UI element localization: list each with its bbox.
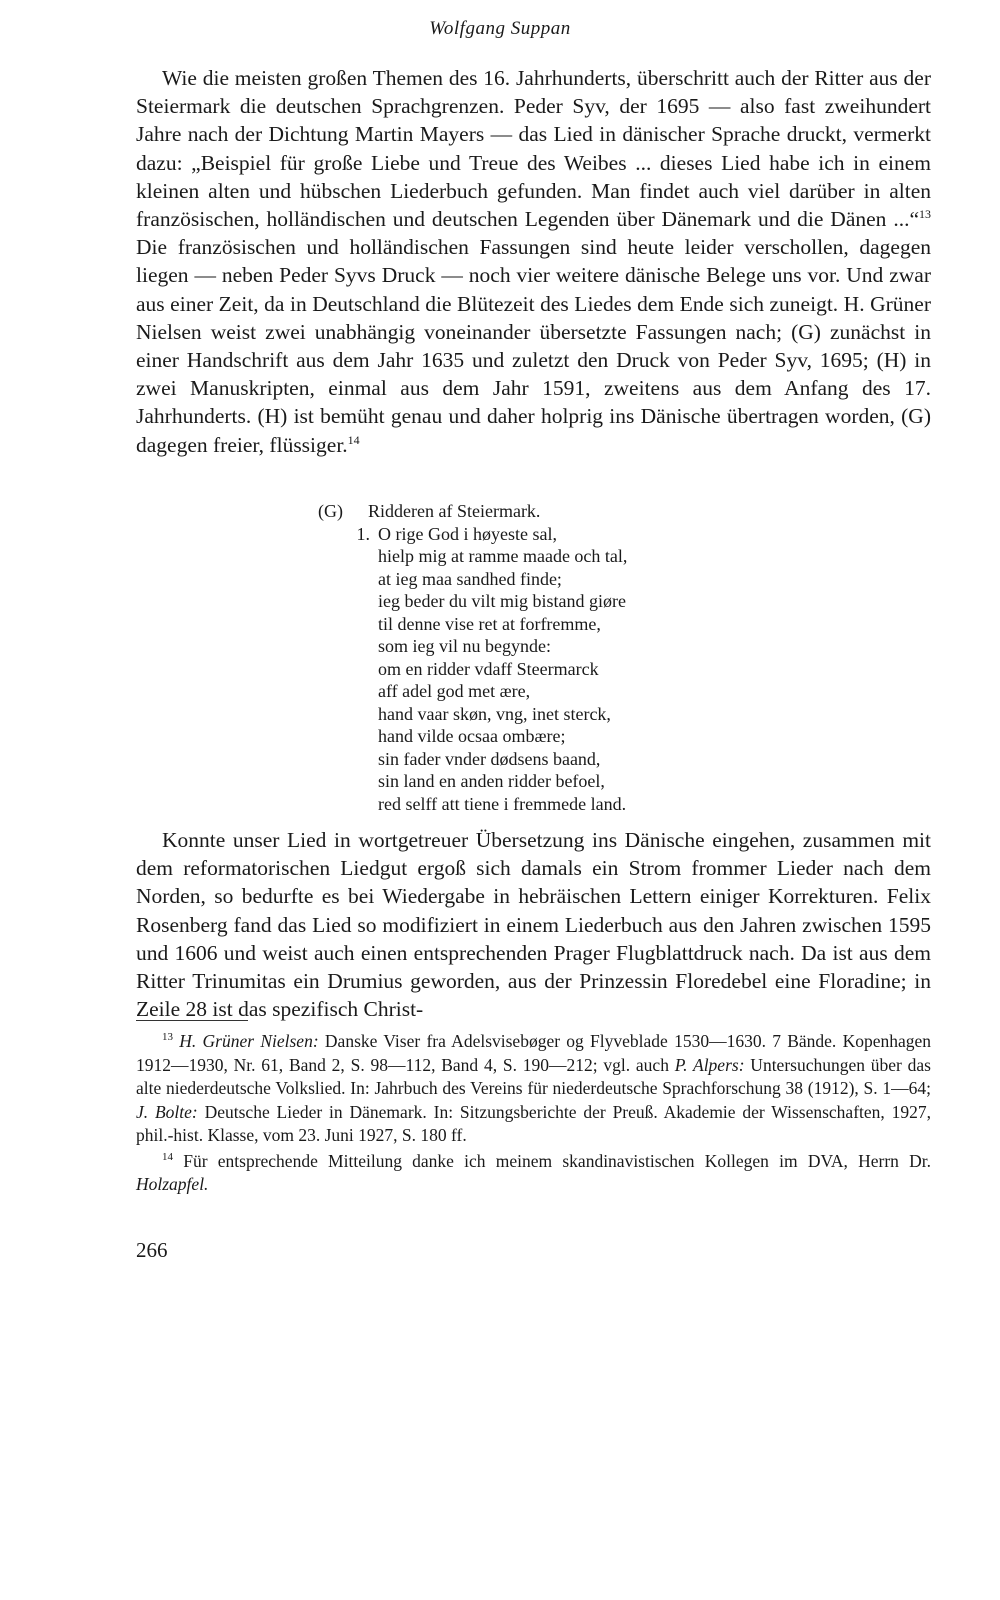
poem-lines	[378, 523, 627, 816]
poem-line: hielp mig at ramme maade och tal,	[378, 546, 628, 566]
poem-line: som ieg vil nu begynde:	[378, 636, 551, 656]
footnote-text: Danske Viser fra Adelsvisebøger og Flyveblade 1530—1630. 7 Bände. Kopenhagen 1912—1930, Nr. 61, Band 2, S. 98—112, Band 4, S. 190—212; vgl. auch	[136, 1031, 932, 1075]
poem-line: at ieg maa sandhed finde;	[378, 568, 562, 589]
poem-version-tag: (G)	[318, 501, 343, 521]
footnote-author: J. Bolte:	[136, 1101, 198, 1122]
footnote-text: Für entsprechende Mitteilung danke ich meinem skandinavistischen Kollegen im DVA, Herrn Dr.	[173, 1150, 931, 1171]
verse-number: 1.	[356, 523, 370, 544]
danish-poem-quotation	[318, 500, 627, 815]
poem-line: hand vaar skøn, vng, inet sterck,	[378, 703, 611, 724]
footnote-14	[136, 1150, 931, 1197]
footnote-text: Untersuchungen über das alte niederdeutsche Volkslied. In: Jahrbuch des Vereins für niederdeutsche Sprachforschung 38 (1912), S. 1—64;	[136, 1054, 931, 1098]
poem-title: Ridderen af Steiermark.	[368, 501, 541, 521]
footnote-divider	[136, 1020, 248, 1021]
poem-line: hand vilde ocsaa ombære;	[378, 726, 566, 746]
poem-line: sin land en anden ridder befoel,	[378, 771, 605, 791]
poem-heading	[318, 500, 627, 523]
poem-line: O rige God i høyeste sal,	[378, 523, 557, 544]
poem-line: ieg beder du vilt mig bistand giøre	[378, 591, 626, 611]
footnote-author: P. Alpers:	[674, 1054, 745, 1075]
footnote-text: Deutsche Lieder in Dänemark. In: Sitzungsberichte der Preuß. Akademie der Wissenschaften, 1927, phil.-hist. Klasse, vom 23. Juni 1927, S. 180 ff.	[136, 1101, 931, 1145]
paragraph-1-text-a: Wie die meisten großen Themen des 16. Jahrhunderts, überschritt auch der Ritter aus der Steiermark die deutschen Sprachgrenzen. Peder Syv, der 1695 — also fast zweihundert Jahre nach der Dichtung Martin Mayers — das Lied in dänischer Sprache druckt, vermerkt dazu: „Beispiel für große Liebe und Treue des Weibes ... dieses Lied habe ich in einem kleinen alten und hübschen Liederbuch gefunden. Man findet auch viel darüber in alten französischen, holländischen und deutschen Legenden über Dänemark und die Dänen ...“	[136, 66, 931, 232]
page-number: 266	[136, 1238, 168, 1262]
poem-line: til denne vise ret at forfremme,	[378, 613, 601, 634]
poem-line: red selff att tiene i fremmede land.	[378, 793, 627, 814]
footnotes	[136, 1030, 931, 1199]
footnote-number: 13	[162, 1031, 173, 1044]
body-paragraph-1	[136, 64, 931, 459]
paragraph-2-text: Konnte unser Lied in wortgetreuer Übersetzung ins Dänische eingehen, zusammen mit dem reformatorischen Liedgut ergoß sich damals ein Strom frommer Lieder nach dem Norden, so bedurfte es bei Wiedergabe in hebräischen Lettern einiger Korrekturen. Felix Rosenberg fand das Lied so modifiziert in einem Liederbuch aus den Jahren zwischen 1595 und 1606 und weist auch einen entsprechenden Prager Flugblattdruck nach. Da ist aus dem Ritter Trinumitas ein Drumius geworden, aus der Prinzessin Floredebel eine Floradine; in Zeile 28 ist das spezifisch Christ-	[136, 828, 931, 1022]
poem-line: sin fader vnder dødsens baand,	[378, 748, 601, 769]
footnote-13	[136, 1030, 931, 1148]
footnote-person-name: Holzapfel.	[136, 1174, 209, 1194]
running-head: Wolfgang Suppan	[429, 18, 571, 39]
footnote-ref-13[interactable]: 13	[919, 206, 931, 221]
paragraph-1-text-b: Die französischen und holländischen Fassungen sind heute leider verschollen, dagegen liegen — neben Peder Syvs Druck — noch vier weitere dänische Belege uns vor. Und zwar aus einer Zeit, da in Deutschland die Blütezeit des Liedes dem Ende sich zuneigt. H. Grüner Nielsen weist zwei unabhängig voneinander übersetzte Fassungen nach; (G) zunächst in einer Handschrift aus dem Jahr 1635 und zuletzt den Druck von Peder Syv, 1695; (H) in zwei Manuskripten, einmal aus dem Jahr 1591, zweitens aus dem Anfang des 17. Jahrhunderts. (H) ist bemüht genau und daher holprig ins Dänische übertragen worden, (G) dagegen freier, flüssiger.	[136, 235, 931, 457]
poem-verse	[318, 523, 627, 816]
poem-line: aff adel god met ære,	[378, 681, 531, 701]
footnote-ref-14[interactable]: 14	[347, 432, 360, 447]
footnote-author: H. Grüner Nielsen:	[179, 1031, 319, 1051]
poem-line: om en ridder vdaff Steermarck	[378, 658, 599, 679]
footnote-number: 14	[162, 1150, 173, 1163]
body-paragraph-2	[136, 826, 931, 1023]
